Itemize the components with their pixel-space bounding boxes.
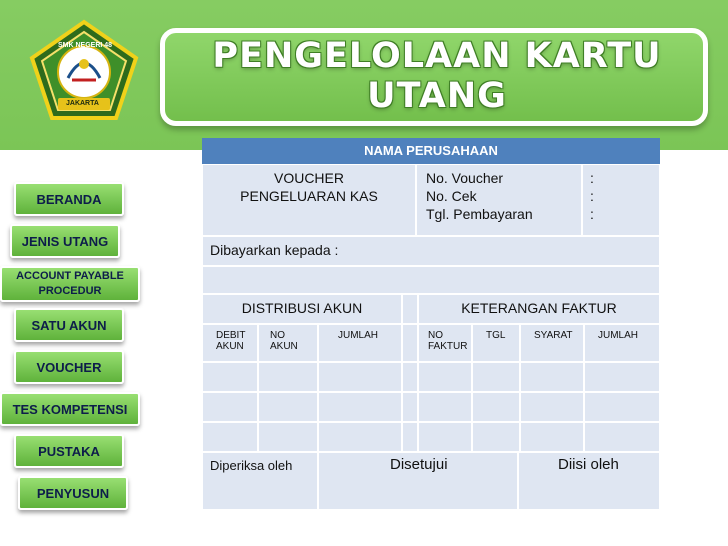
- col-no-faktur-label: NO FAKTUR: [428, 330, 468, 352]
- table-row: [520, 362, 584, 392]
- menu-beranda-button[interactable]: BERANDA: [14, 182, 124, 216]
- voucher-title-line1: VOUCHER: [273, 170, 344, 186]
- page-title: PENGELOLAAN KARTU UTANG: [212, 36, 662, 116]
- voucher-title-line2: PENGELUARAN KAS: [240, 188, 378, 204]
- table-row: [258, 392, 318, 422]
- table-row: [418, 422, 472, 452]
- diisi-label: Diisi oleh: [558, 456, 619, 473]
- table-row: [402, 392, 418, 422]
- table-row: [202, 422, 258, 452]
- table-row: [520, 392, 584, 422]
- col-syarat-label: SYARAT: [534, 330, 573, 341]
- distribusi-header: DISTRIBUSI AKUN: [241, 300, 363, 316]
- col-no-akun-label: NO AKUN: [270, 330, 298, 352]
- table-row: [584, 392, 660, 422]
- table-row: [584, 422, 660, 452]
- table-row: [258, 362, 318, 392]
- col-debit-akun-label: DEBIT AKUN: [216, 330, 246, 352]
- sep-3: :: [590, 206, 594, 222]
- col-jumlah-ket-label: JUMLAH: [598, 330, 639, 341]
- table-row: [402, 422, 418, 452]
- field-tgl-pembayaran: Tgl. Pembayaran: [426, 206, 533, 222]
- table-row: [472, 392, 520, 422]
- menu-account-payable-button[interactable]: ACCOUNT PAYABLE PROCEDUR: [0, 266, 140, 302]
- diperiksa-label: Diperiksa oleh: [210, 458, 293, 473]
- table-row: [202, 362, 258, 392]
- table-row: [584, 362, 660, 392]
- menu-satu-akun-button[interactable]: SATU AKUN: [14, 308, 124, 342]
- table-row: [520, 422, 584, 452]
- table-row: [402, 362, 418, 392]
- company-header: NAMA PERUSAHAAN: [202, 138, 660, 164]
- field-no-voucher: No. Voucher: [426, 170, 504, 186]
- gap-cell: [402, 294, 418, 324]
- table-row: [418, 362, 472, 392]
- col-tgl-label: TGL: [486, 330, 506, 341]
- menu-tes-kompetensi-button[interactable]: TES KOMPETENSI: [0, 392, 140, 426]
- sep-2: :: [590, 188, 594, 204]
- menu-pustaka-button[interactable]: PUSTAKA: [14, 434, 124, 468]
- table-row: [472, 362, 520, 392]
- table-row: [318, 392, 402, 422]
- table-row: [472, 422, 520, 452]
- field-no-cek: No. Cek: [426, 188, 477, 204]
- logo-bottom-text: JAKARTA: [66, 100, 99, 107]
- table-row: [202, 392, 258, 422]
- logo-ring-text: SMK NEGERI 48: [58, 42, 113, 49]
- keterangan-header: KETERANGAN FAKTUR: [461, 300, 617, 316]
- voucher-form: [202, 138, 660, 510]
- table-row: [258, 422, 318, 452]
- table-row: [418, 392, 472, 422]
- blank-row: [202, 266, 660, 294]
- menu-penyusun-button[interactable]: PENYUSUN: [18, 476, 128, 510]
- col-jumlah-dist-label: JUMLAH: [338, 330, 379, 341]
- table-row: [318, 362, 402, 392]
- disetujui-label: Disetujui: [390, 456, 448, 473]
- menu-voucher-button[interactable]: VOUCHER: [14, 350, 124, 384]
- sep-1: :: [590, 170, 594, 186]
- menu-jenis-utang-button[interactable]: JENIS UTANG: [10, 224, 120, 258]
- paid-to-label: Dibayarkan kepada :: [210, 242, 339, 258]
- gap-cell-2: [402, 324, 418, 362]
- table-row: [318, 422, 402, 452]
